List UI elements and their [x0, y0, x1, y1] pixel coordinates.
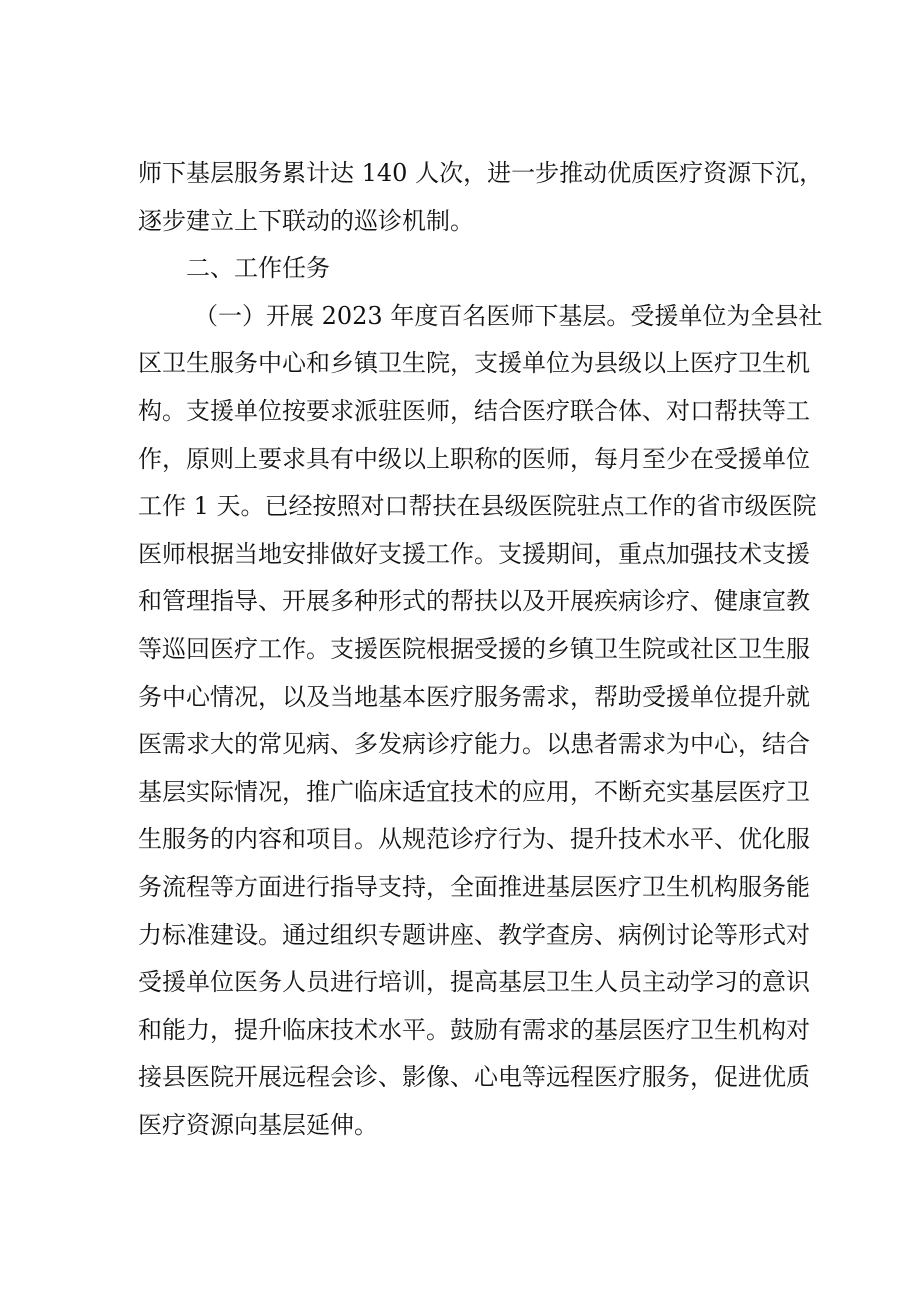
subsection-heading-line: （一）开展 2023 年度百名医师下基层。受援单位为全县社 — [194, 301, 823, 330]
paragraph-line: 受援单位医务人员进行培训，提高基层卫生人员主动学习的意识 — [138, 968, 810, 997]
paragraph-line: 务流程等方面进行指导支持，全面推进基层医疗卫生机构服务能 — [138, 872, 810, 901]
section-heading: 二、工作任务 — [186, 254, 330, 283]
paragraph-line: 逐步建立上下联动的巡诊机制。 — [138, 206, 474, 235]
paragraph-line: 医疗资源向基层延伸。 — [138, 1110, 378, 1139]
paragraph-line: 作，原则上要求具有中级以上职称的医师，每月至少在受援单位 — [138, 444, 810, 473]
paragraph-line: 生服务的内容和项目。从规范诊疗行为、提升技术水平、优化服 — [138, 825, 810, 854]
paragraph-line: 和管理指导、开展多种形式的帮扶以及开展疾病诊疗、健康宣教 — [138, 587, 810, 616]
paragraph-line: 接县医院开展远程会诊、影像、心电等远程医疗服务，促进优质 — [138, 1063, 810, 1092]
paragraph-line: 力标准建设。通过组织专题讲座、教学查房、病例讨论等形式对 — [138, 920, 810, 949]
paragraph-line: 等巡回医疗工作。支援医院根据受援的乡镇卫生院或社区卫生服 — [138, 634, 810, 663]
paragraph-line: 基层实际情况，推广临床适宜技术的应用，不断充实基层医疗卫 — [138, 777, 810, 806]
paragraph-line: 构。支援单位按要求派驻医师，结合医疗联合体、对口帮扶等工 — [138, 396, 810, 425]
document-body — [138, 150, 824, 1149]
paragraph-line: 和能力，提升临床技术水平。鼓励有需求的基层医疗卫生机构对 — [138, 1015, 810, 1044]
paragraph-line: 医师根据当地安排做好支援工作。支援期间，重点加强技术支援 — [138, 539, 810, 568]
paragraph-line: 医需求大的常见病、多发病诊疗能力。以患者需求为中心，结合 — [138, 730, 810, 759]
paragraph-line: 工作 1 天。已经按照对口帮扶在县级医院驻点工作的省市级医院 — [138, 492, 817, 521]
paragraph-line: 务中心情况，以及当地基本医疗服务需求，帮助受援单位提升就 — [138, 682, 810, 711]
paragraph-line: 区卫生服务中心和乡镇卫生院，支援单位为县级以上医疗卫生机 — [138, 349, 810, 378]
paragraph-line: 师下基层服务累计达 140 人次，进一步推动优质医疗资源下沉， — [138, 159, 824, 187]
